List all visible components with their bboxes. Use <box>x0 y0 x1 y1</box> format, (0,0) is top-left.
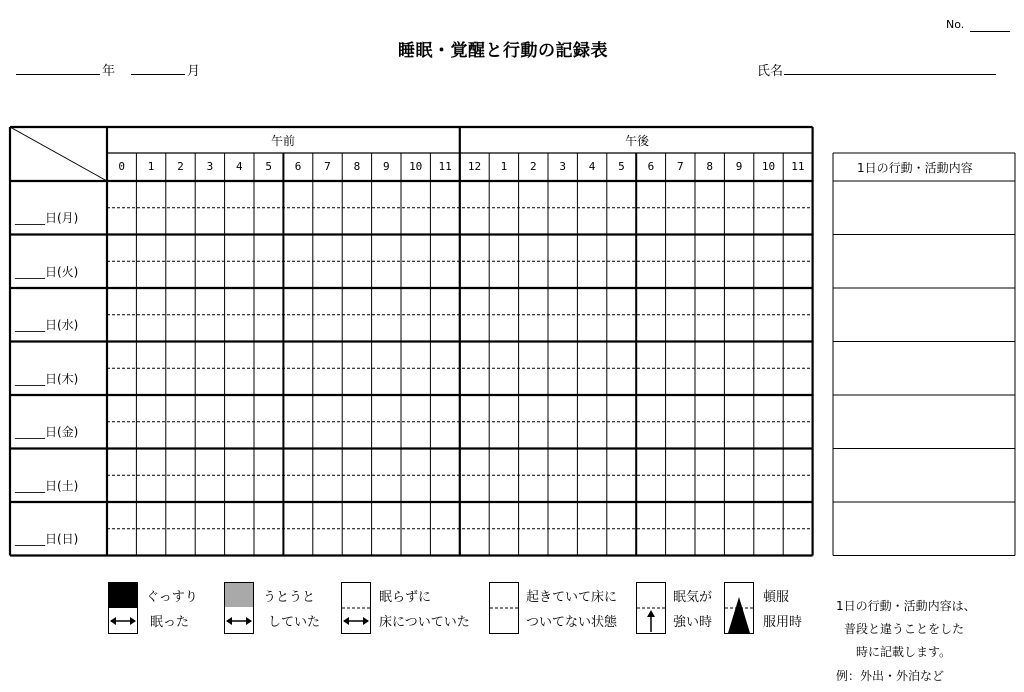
year-label: 年 <box>102 64 116 79</box>
activity-column-header: 1日の行動・活動内容 <box>857 161 973 175</box>
hour-label: 0 <box>118 160 125 173</box>
hour-label: 5 <box>618 160 625 173</box>
legend-deep-sleep-line1: ぐっすり <box>146 590 198 605</box>
double-arrow-icon <box>246 617 252 625</box>
legend-dozing-line1: うとうと <box>263 590 316 605</box>
day-label: _____日(水) <box>15 318 79 332</box>
hour-label: 1 <box>147 160 155 173</box>
hour-label: 5 <box>265 160 272 173</box>
name-label: 氏名 <box>757 64 784 79</box>
hour-label: 11 <box>438 160 452 173</box>
triangle-icon <box>728 597 750 633</box>
day-label: _____日(日) <box>15 532 79 546</box>
hour-label: 4 <box>235 160 243 173</box>
legend-note-line2: 普段と違うことをした <box>844 622 965 636</box>
up-arrow-icon <box>647 610 655 617</box>
double-arrow-icon <box>226 617 232 625</box>
hour-label: 10 <box>761 160 776 173</box>
hour-label: 3 <box>206 160 214 173</box>
legend-note-line4: 例：外出・外泊など <box>836 669 945 683</box>
hour-label: 6 <box>647 160 655 173</box>
double-arrow-icon <box>110 617 116 625</box>
hour-label: 1 <box>500 160 508 173</box>
hour-label: 11 <box>791 160 805 173</box>
hour-label: 8 <box>353 160 361 173</box>
legend-note-line3: 時に記載します。 <box>856 645 952 659</box>
month-label: 月 <box>187 64 201 79</box>
legend-awake-out-of-bed-line1: 起きていて床に <box>526 590 618 605</box>
legend-sleepy-line2: 強い時 <box>673 615 713 630</box>
legend-sleepy-line1: 眠気が <box>673 590 713 605</box>
hour-label: 6 <box>294 160 302 173</box>
double-arrow-icon <box>130 617 136 625</box>
day-label: _____日(木) <box>15 371 79 386</box>
double-arrow-icon <box>363 617 369 625</box>
legend-dozing-line2: していた <box>268 615 321 630</box>
legend-deep-sleep-line2: 眠った <box>150 615 190 630</box>
day-label: _____日(金) <box>15 425 79 439</box>
legend-awake-in-bed-line2: 床についていた <box>379 615 470 630</box>
double-arrow-icon <box>343 617 349 625</box>
day-label: _____日(火) <box>15 264 79 279</box>
hour-label: 3 <box>559 160 566 173</box>
hour-label: 4 <box>588 160 596 173</box>
hour-label: 7 <box>324 160 331 173</box>
legend-awake-out-of-bed-line2: ついてない状態 <box>526 615 618 630</box>
legend-note-line1: 1日の行動・活動内容は、 <box>836 599 976 613</box>
day-label: _____日(土) <box>15 478 79 493</box>
hour-label: 9 <box>382 160 390 173</box>
hour-label: 8 <box>706 160 713 173</box>
hour-label: 12 <box>467 160 482 173</box>
hour-label: 9 <box>735 160 743 173</box>
page-title: 睡眠・覚醒と行動の記録表 <box>398 41 608 61</box>
day-label: _____日(月) <box>15 211 79 225</box>
legend-medication-line2: 服用時 <box>763 615 803 630</box>
record-number-label: No. <box>946 18 965 31</box>
hour-label: 7 <box>676 160 684 173</box>
hour-label: 10 <box>409 160 423 173</box>
hour-label: 2 <box>529 160 537 173</box>
am-header: 午前 <box>271 134 296 148</box>
pm-header: 午後 <box>625 134 650 148</box>
legend-awake-in-bed-line1: 眠らずに <box>379 590 432 605</box>
legend-medication-line1: 頓服 <box>763 590 790 605</box>
hour-label: 2 <box>177 160 184 173</box>
